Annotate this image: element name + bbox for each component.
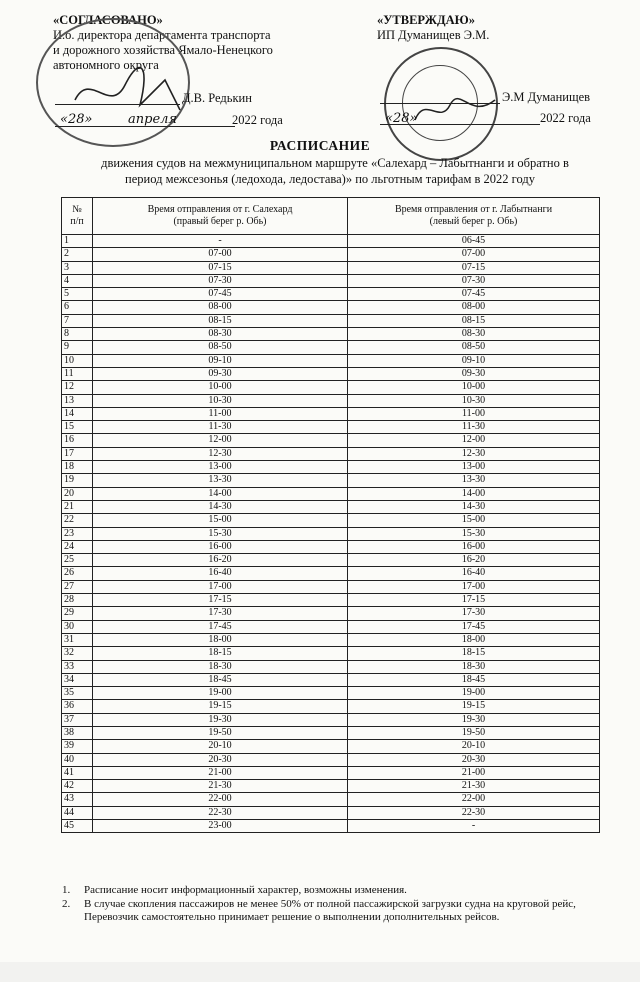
table-row xyxy=(62,514,600,527)
labytnangi-departure: 07-30 xyxy=(348,274,600,287)
note-number: 2. xyxy=(62,897,71,910)
left-signature xyxy=(70,60,190,120)
row-number: 44 xyxy=(62,806,93,819)
row-number: 29 xyxy=(62,607,93,620)
row-number: 14 xyxy=(62,407,93,420)
table-row xyxy=(62,687,600,700)
row-number: 41 xyxy=(62,766,93,779)
table-row xyxy=(62,407,600,420)
row-number: 38 xyxy=(62,726,93,739)
salekhard-departure: 10-30 xyxy=(93,394,348,407)
salekhard-departure: 16-00 xyxy=(93,540,348,553)
salekhard-departure: 15-00 xyxy=(93,514,348,527)
document-title: РАСПИСАНИЕ xyxy=(269,138,371,153)
labytnangi-departure: 21-30 xyxy=(348,780,600,793)
header-salekhard-line1: Время отправления от г. Салехард xyxy=(147,204,293,215)
table-row xyxy=(62,500,600,513)
header-salekhard-line2: (правый берег р. Обь) xyxy=(173,216,267,227)
table-row xyxy=(62,288,600,301)
table-row xyxy=(62,607,600,620)
row-number: 27 xyxy=(62,580,93,593)
row-number: 20 xyxy=(62,487,93,500)
row-number: 36 xyxy=(62,700,93,713)
salekhard-departure: 19-50 xyxy=(93,726,348,739)
row-number: 24 xyxy=(62,540,93,553)
salekhard-departure: 09-10 xyxy=(93,354,348,367)
row-number: 26 xyxy=(62,567,93,580)
labytnangi-departure: 18-00 xyxy=(348,633,600,646)
table-row xyxy=(62,554,600,567)
approval-right-line1: ИП Думанищев Э.М. xyxy=(377,28,490,42)
labytnangi-departure: - xyxy=(348,820,600,833)
labytnangi-departure: 13-00 xyxy=(348,461,600,474)
row-number: 25 xyxy=(62,554,93,567)
note-item xyxy=(62,898,622,925)
row-number: 32 xyxy=(62,647,93,660)
labytnangi-departure: 07-45 xyxy=(348,288,600,301)
table-row xyxy=(62,647,600,660)
salekhard-departure: 20-10 xyxy=(93,740,348,753)
salekhard-departure: 18-00 xyxy=(93,633,348,646)
salekhard-departure: 07-15 xyxy=(93,261,348,274)
row-number: 3 xyxy=(62,261,93,274)
salekhard-departure: 17-00 xyxy=(93,580,348,593)
table-row xyxy=(62,660,600,673)
salekhard-departure: 17-30 xyxy=(93,607,348,620)
table-row xyxy=(62,567,600,580)
header-labytnangi-line1: Время отправления от г. Лабытнанги xyxy=(394,204,553,215)
salekhard-departure: - xyxy=(93,235,348,248)
table-row xyxy=(62,580,600,593)
row-number: 45 xyxy=(62,820,93,833)
labytnangi-departure: 15-00 xyxy=(348,514,600,527)
labytnangi-departure: 19-30 xyxy=(348,713,600,726)
labytnangi-departure: 07-00 xyxy=(348,248,600,261)
note-text: Расписание носит информационный характер, возможны изменения. xyxy=(84,884,407,896)
row-number: 6 xyxy=(62,301,93,314)
salekhard-departure: 18-30 xyxy=(93,660,348,673)
table-row xyxy=(62,780,600,793)
salekhard-departure: 07-30 xyxy=(93,274,348,287)
salekhard-departure: 17-15 xyxy=(93,594,348,607)
salekhard-departure: 08-15 xyxy=(93,314,348,327)
labytnangi-departure: 09-10 xyxy=(348,354,600,367)
salekhard-departure: 08-00 xyxy=(93,301,348,314)
table-row xyxy=(62,447,600,460)
table-row xyxy=(62,713,600,726)
salekhard-departure: 11-00 xyxy=(93,407,348,420)
labytnangi-departure: 14-00 xyxy=(348,487,600,500)
table-row xyxy=(62,235,600,248)
header-number-line2: п/п xyxy=(70,216,84,227)
labytnangi-departure: 17-15 xyxy=(348,594,600,607)
approval-right-year: 2022 года xyxy=(540,111,591,125)
row-number: 11 xyxy=(62,367,93,380)
table-row xyxy=(62,527,600,540)
row-number: 1 xyxy=(62,235,93,248)
table-row xyxy=(62,248,600,261)
approval-left-date-month: апреля xyxy=(128,112,178,127)
note-item xyxy=(62,884,622,898)
table-row xyxy=(62,620,600,633)
salekhard-departure: 15-30 xyxy=(93,527,348,540)
table-row xyxy=(62,394,600,407)
document-subtitle-line2: период межсезонья (ледохода, ледостава)» по льготным тарифам в 2022 году xyxy=(125,172,535,186)
labytnangi-departure: 17-00 xyxy=(348,580,600,593)
salekhard-departure: 21-00 xyxy=(93,766,348,779)
salekhard-departure: 14-00 xyxy=(93,487,348,500)
salekhard-departure: 21-30 xyxy=(93,780,348,793)
labytnangi-departure: 11-30 xyxy=(348,421,600,434)
labytnangi-departure: 16-40 xyxy=(348,567,600,580)
approval-left-title: «СОГЛАСОВАНО» xyxy=(53,13,163,27)
labytnangi-departure: 19-15 xyxy=(348,700,600,713)
table-row xyxy=(62,700,600,713)
document-subtitle-line1: движения судов на межмуниципальном маршруте «Салехард – Лабытнанги и обратно в xyxy=(101,156,569,170)
labytnangi-departure: 10-30 xyxy=(348,394,600,407)
labytnangi-departure: 22-30 xyxy=(348,806,600,819)
table-row xyxy=(62,820,600,833)
labytnangi-departure: 20-10 xyxy=(348,740,600,753)
table-header-row xyxy=(62,198,600,235)
labytnangi-departure: 12-30 xyxy=(348,447,600,460)
row-number: 33 xyxy=(62,660,93,673)
row-number: 28 xyxy=(62,594,93,607)
row-number: 19 xyxy=(62,474,93,487)
labytnangi-departure: 22-00 xyxy=(348,793,600,806)
notes xyxy=(62,884,622,925)
salekhard-departure: 18-45 xyxy=(93,673,348,686)
salekhard-departure: 17-45 xyxy=(93,620,348,633)
labytnangi-departure: 18-30 xyxy=(348,660,600,673)
labytnangi-departure: 16-20 xyxy=(348,554,600,567)
salekhard-departure: 12-30 xyxy=(93,447,348,460)
labytnangi-departure: 16-00 xyxy=(348,540,600,553)
table-row xyxy=(62,474,600,487)
row-number: 17 xyxy=(62,447,93,460)
row-number: 2 xyxy=(62,248,93,261)
labytnangi-departure: 18-15 xyxy=(348,647,600,660)
table-row xyxy=(62,261,600,274)
salekhard-departure: 14-30 xyxy=(93,500,348,513)
row-number: 31 xyxy=(62,633,93,646)
table-row xyxy=(62,301,600,314)
salekhard-departure: 22-00 xyxy=(93,793,348,806)
table-row xyxy=(62,633,600,646)
row-number: 39 xyxy=(62,740,93,753)
header-labytnangi xyxy=(348,198,600,235)
approval-left-line2: и дорожного хозяйства Ямало-Ненецкого xyxy=(53,43,273,57)
table-row xyxy=(62,753,600,766)
row-number: 40 xyxy=(62,753,93,766)
header-number-line1: № xyxy=(72,204,82,215)
header-labytnangi-line2: (левый берег р. Обь) xyxy=(429,216,518,227)
table-row xyxy=(62,740,600,753)
salekhard-departure: 13-00 xyxy=(93,461,348,474)
note-number: 1. xyxy=(62,884,71,896)
approval-left-signer: Д.В. Редькин xyxy=(182,91,252,105)
table-row xyxy=(62,314,600,327)
row-number: 21 xyxy=(62,500,93,513)
approval-right-title: «УТВЕРЖДАЮ» xyxy=(377,13,475,27)
row-number: 7 xyxy=(62,314,93,327)
table-row xyxy=(62,367,600,380)
labytnangi-departure: 08-00 xyxy=(348,301,600,314)
salekhard-departure: 19-00 xyxy=(93,687,348,700)
table-row xyxy=(62,806,600,819)
row-number: 10 xyxy=(62,354,93,367)
labytnangi-departure: 15-30 xyxy=(348,527,600,540)
labytnangi-departure: 20-30 xyxy=(348,753,600,766)
table-row xyxy=(62,726,600,739)
row-number: 35 xyxy=(62,687,93,700)
approval-left-line1: И.о. директора департамента транспорта xyxy=(53,28,271,42)
table-row xyxy=(62,766,600,779)
row-number: 13 xyxy=(62,394,93,407)
salekhard-departure: 23-00 xyxy=(93,820,348,833)
approval-left-year: 2022 года xyxy=(232,113,283,127)
salekhard-departure: 08-50 xyxy=(93,341,348,354)
labytnangi-departure: 11-00 xyxy=(348,407,600,420)
labytnangi-departure: 12-00 xyxy=(348,434,600,447)
header-salekhard xyxy=(93,198,348,235)
approval-right-signer: Э.М Думанищев xyxy=(502,90,591,104)
table-row xyxy=(62,793,600,806)
salekhard-departure: 07-00 xyxy=(93,248,348,261)
salekhard-departure: 11-30 xyxy=(93,421,348,434)
labytnangi-departure: 10-00 xyxy=(348,381,600,394)
salekhard-departure: 16-40 xyxy=(93,567,348,580)
labytnangi-departure: 19-00 xyxy=(348,687,600,700)
salekhard-departure: 16-20 xyxy=(93,554,348,567)
row-number: 15 xyxy=(62,421,93,434)
salekhard-departure: 19-30 xyxy=(93,713,348,726)
labytnangi-departure: 13-30 xyxy=(348,474,600,487)
table-row xyxy=(62,673,600,686)
labytnangi-departure: 18-45 xyxy=(348,673,600,686)
labytnangi-departure: 17-45 xyxy=(348,620,600,633)
labytnangi-departure: 08-30 xyxy=(348,328,600,341)
labytnangi-departure: 06-45 xyxy=(348,235,600,248)
salekhard-departure: 08-30 xyxy=(93,328,348,341)
table-row xyxy=(62,381,600,394)
row-number: 4 xyxy=(62,274,93,287)
labytnangi-departure: 17-30 xyxy=(348,607,600,620)
salekhard-departure: 20-30 xyxy=(93,753,348,766)
table-row xyxy=(62,461,600,474)
approval-left-date-day: «28» xyxy=(60,112,93,127)
row-number: 5 xyxy=(62,288,93,301)
row-number: 18 xyxy=(62,461,93,474)
row-number: 12 xyxy=(62,381,93,394)
table-row xyxy=(62,421,600,434)
row-number: 16 xyxy=(62,434,93,447)
row-number: 43 xyxy=(62,793,93,806)
salekhard-departure: 13-30 xyxy=(93,474,348,487)
table-row xyxy=(62,540,600,553)
approval-left-line3: автономного округа xyxy=(53,58,159,72)
row-number: 23 xyxy=(62,527,93,540)
table-row xyxy=(62,328,600,341)
labytnangi-departure: 19-50 xyxy=(348,726,600,739)
labytnangi-departure: 09-30 xyxy=(348,367,600,380)
row-number: 8 xyxy=(62,328,93,341)
labytnangi-departure: 21-00 xyxy=(348,766,600,779)
row-number: 22 xyxy=(62,514,93,527)
salekhard-departure: 09-30 xyxy=(93,367,348,380)
labytnangi-departure: 08-50 xyxy=(348,341,600,354)
row-number: 9 xyxy=(62,341,93,354)
table-row xyxy=(62,434,600,447)
header-number xyxy=(62,198,93,235)
approval-right-date-day: «28» xyxy=(385,111,418,126)
table-row xyxy=(62,341,600,354)
labytnangi-departure: 07-15 xyxy=(348,261,600,274)
table-row xyxy=(62,274,600,287)
row-number: 34 xyxy=(62,673,93,686)
salekhard-departure: 22-30 xyxy=(93,806,348,819)
table-row xyxy=(62,487,600,500)
labytnangi-departure: 08-15 xyxy=(348,314,600,327)
salekhard-departure: 19-15 xyxy=(93,700,348,713)
labytnangi-departure: 14-30 xyxy=(348,500,600,513)
row-number: 37 xyxy=(62,713,93,726)
row-number: 30 xyxy=(62,620,93,633)
salekhard-departure: 12-00 xyxy=(93,434,348,447)
salekhard-departure: 07-45 xyxy=(93,288,348,301)
table-row xyxy=(62,354,600,367)
salekhard-departure: 10-00 xyxy=(93,381,348,394)
schedule-table xyxy=(61,197,600,833)
salekhard-departure: 18-15 xyxy=(93,647,348,660)
table-row xyxy=(62,594,600,607)
row-number: 42 xyxy=(62,780,93,793)
note-text: В случае скопления пассажиров не менее 50% от полной пассажирской загрузки судна на круговой рейс, Перевозчик самостоятельно принимает решение о выполнении дополнительных рейсов. xyxy=(84,897,576,923)
